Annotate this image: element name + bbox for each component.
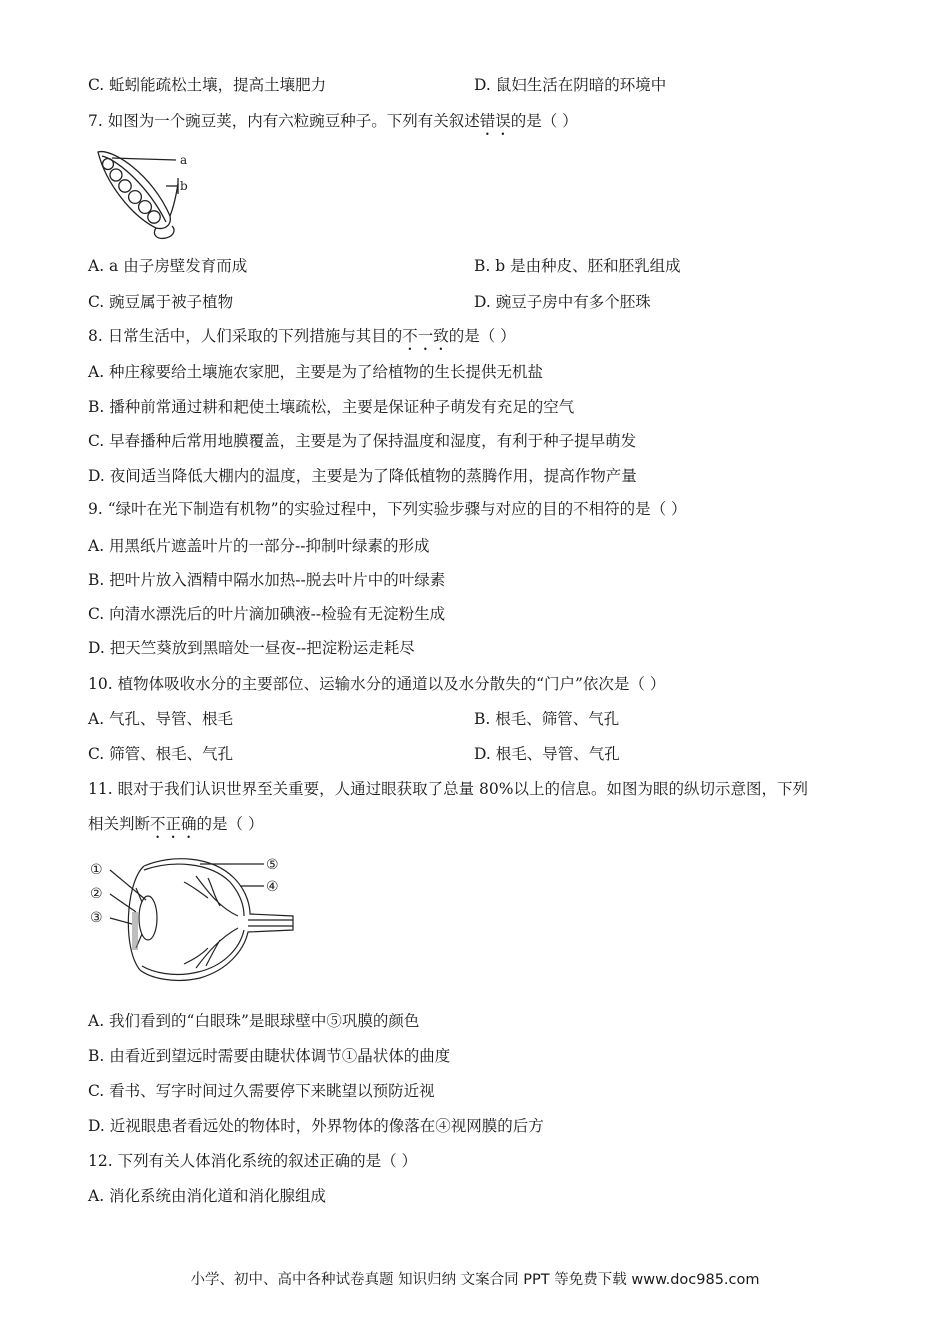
q10-option-d: D. 根毛、导管、气孔 <box>474 745 620 763</box>
q11-emphasis: 不正确 <box>150 815 197 833</box>
q10-option-a: A. 气孔、导管、根毛 <box>88 710 234 728</box>
q7-stem: 7. 如图为一个豌豆荚，内有六粒豌豆种子。下列有关叙述错误的是（ ） <box>88 112 578 130</box>
q7-option-d: D. 豌豆子房中有多个胚珠 <box>474 293 651 311</box>
q11-option-c: C. 看书、写字时间过久需要停下来眺望以预防近视 <box>88 1082 435 1100</box>
q8-stem: 8. 日常生活中，人们采取的下列措施与其目的不一致的是（ ） <box>88 327 516 345</box>
fig-label-5: ⑤ <box>266 857 279 873</box>
q7-option-b: B. b 是由种皮、胚和胚乳组成 <box>474 257 681 275</box>
fig-label-3: ③ <box>90 910 103 926</box>
q10-option-b: B. 根毛、筛管、气孔 <box>474 710 620 728</box>
q8-emphasis: 不一致 <box>402 327 449 345</box>
fig-label-1: ① <box>90 862 103 878</box>
q7-option-a: A. a 由子房壁发育而成 <box>88 257 248 275</box>
q9-option-d: D. 把天竺葵放到黑暗处一昼夜--把淀粉运走耗尽 <box>88 639 415 657</box>
pea-pod-figure <box>92 144 202 244</box>
q7-option-c: C. 豌豆属于被子植物 <box>88 293 234 311</box>
q6-option-d: D. 鼠妇生活在阴暗的环境中 <box>474 76 667 94</box>
q8-option-a: A. 种庄稼要给土壤施农家肥，主要是为了给植物的生长提供无机盐 <box>88 363 544 381</box>
fig-label-4: ④ <box>266 879 279 895</box>
q11-stem-line1: 11. 眼对于我们认识世界至关重要，人通过眼获取了总量 80%以上的信息。如图为眼的纵切示意图，下列 <box>88 780 808 798</box>
q9-stem: 9. “绿叶在光下制造有机物”的实验过程中，下列实验步骤与对应的目的不相符的是（ ） <box>88 500 687 518</box>
q11-option-b: B. 由看近到望远时需要由睫状体调节①晶状体的曲度 <box>88 1047 451 1065</box>
fig-label-a: a <box>180 153 188 167</box>
q6-option-c: C. 蚯蚓能疏松土壤，提高土壤肥力 <box>88 76 327 94</box>
q10-option-c: C. 筛管、根毛、气孔 <box>88 745 234 763</box>
q7-emphasis: 错误 <box>479 112 511 130</box>
q8-option-b: B. 播种前常通过耕和耙使土壤疏松，主要是保证种子萌发有充足的空气 <box>88 398 575 416</box>
q10-stem: 10. 植物体吸收水分的主要部位、运输水分的通道以及水分散失的“门户”依次是（ ） <box>88 675 666 693</box>
fig-label-b: b <box>180 179 188 193</box>
q12-option-a: A. 消化系统由消化道和消化腺组成 <box>88 1187 327 1205</box>
q11-option-a: A. 我们看到的“白眼珠”是眼球壁中⑤巩膜的颜色 <box>88 1012 420 1030</box>
q9-option-b: B. 把叶片放入酒精中隔水加热--脱去叶片中的叶绿素 <box>88 571 446 589</box>
q8-option-c: C. 早春播种后常用地膜覆盖，主要是为了保持温度和湿度，有利于种子提早萌发 <box>88 432 637 450</box>
q11-stem-line2: 相关判断不正确的是（ ） <box>88 815 264 833</box>
q12-stem: 12. 下列有关人体消化系统的叙述正确的是（ ） <box>88 1152 418 1170</box>
page-footer: 小学、初中、高中各种试卷真题 知识归纳 文案合同 PPT 等免费下载 www.doc985.com <box>190 1272 760 1288</box>
q8-option-d: D. 夜间适当降低大棚内的温度，主要是为了降低植物的蒸腾作用，提高作物产量 <box>88 467 637 485</box>
q9-option-a: A. 用黑纸片遮盖叶片的一部分--抑制叶绿素的形成 <box>88 537 430 555</box>
fig-label-2: ② <box>90 886 103 902</box>
eye-section-figure <box>88 852 298 987</box>
q9-option-c: C. 向清水漂洗后的叶片滴加碘液--检验有无淀粉生成 <box>88 605 446 623</box>
q11-option-d: D. 近视眼患者看远处的物体时，外界物体的像落在④视网膜的后方 <box>88 1117 544 1135</box>
